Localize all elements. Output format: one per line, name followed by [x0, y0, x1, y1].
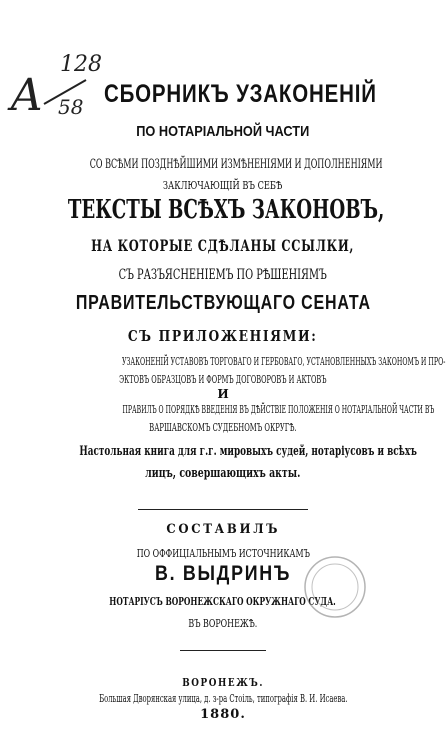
compiled-by-line: СОСТАВИЛЪ [166, 522, 280, 537]
author-name: В. ВЫДРИНЪ [154, 562, 292, 585]
sources-line: ПО ОФФИЦІАЛЬНЫМЪ ИСТОЧНИКАМЪ [136, 547, 310, 560]
laws-texts-line: ТЕКСТЫ ВСѢХЪ ЗАКОНОВЪ, [67, 195, 385, 225]
book-subtitle: ПО НОТАРІАЛЬНОЙ ЧАСТИ [136, 123, 310, 140]
statutes-line-2: ЭКТОВЪ ОБРАЗЦОВЪ И ФОРМЪ ДОГОВОРОВЪ И АКТОВЪ [119, 373, 327, 386]
and-conjunction: И [217, 387, 229, 401]
rules-line-1: ПРАВИЛЪ О ПОРЯДКѢ ВВЕДЕНІЯ ВЪ ДѢЙСТВІЕ ПОЛОЖЕНІЯ О НОТАРІАЛЬНОЙ ЧАСТИ ВЪ [122, 403, 435, 416]
appendices-line: СЪ ПРИЛОЖЕНІЯМИ: [128, 327, 318, 345]
imprint-rule [180, 650, 266, 651]
divider-rule [138, 509, 308, 510]
author-city: ВЪ ВОРОНЕЖѢ. [188, 617, 258, 630]
library-stamp [300, 552, 370, 622]
shelfmark-number-bottom: 58 [58, 95, 84, 119]
senate-line: ПРАВИТЕЛЬСТВУЮЩАГО СЕНАТА [75, 292, 371, 314]
changes-line: СО ВСѢМИ ПОЗДНѢЙШИМИ ИЗМѢНЕНІЯМИ И ДОПОЛНЕНІЯМИ [89, 157, 383, 172]
explanation-line: СЪ РАЗЪЯСНЕНІЕМЪ ПО РѢШЕНІЯМЪ [118, 267, 328, 283]
containing-line: ЗАКЛЮЧАЮЩІЙ ВЪ СЕБѢ [163, 179, 283, 192]
references-line: НА КОТОРЫЕ СДѢЛАНЫ ССЫЛКИ, [91, 236, 355, 255]
shelfmark-number-top: 128 [60, 52, 102, 77]
author-position: НОТАРІУСЪ ВОРОНЕЖСКАГО ОКРУЖНАГО СУДА. [109, 595, 337, 608]
imprint-year: 1880. [200, 707, 246, 722]
handbook-line-2: лицъ, совершающихъ акты. [145, 466, 301, 481]
book-title: СБОРНИКЪ УЗАКОНЕНІЙ [103, 80, 377, 108]
rules-line-2: ВАРШАВСКОМЪ СУДЕБНОМЪ ОКРУГѢ. [149, 421, 297, 434]
shelfmark-letter: А [10, 70, 44, 121]
handbook-line-1: Настольная книга для г.г. мировыхъ судей, нотаріусовъ и всѣхъ [79, 444, 417, 459]
statutes-line-1: УЗАКОНЕНІЙ УСТАВОВЪ ТОРГОВАГО И ГЕРБОВАГО, УСТАНОВЛЕННЫХЪ ЗАКОНОМЪ И ПРО- [121, 355, 446, 368]
imprint-address: Большая Дворянская улица, д. з-ра Стоіль, типографія В. И. Исаева. [98, 692, 348, 705]
imprint-city: ВОРОНЕЖЪ. [182, 676, 264, 689]
